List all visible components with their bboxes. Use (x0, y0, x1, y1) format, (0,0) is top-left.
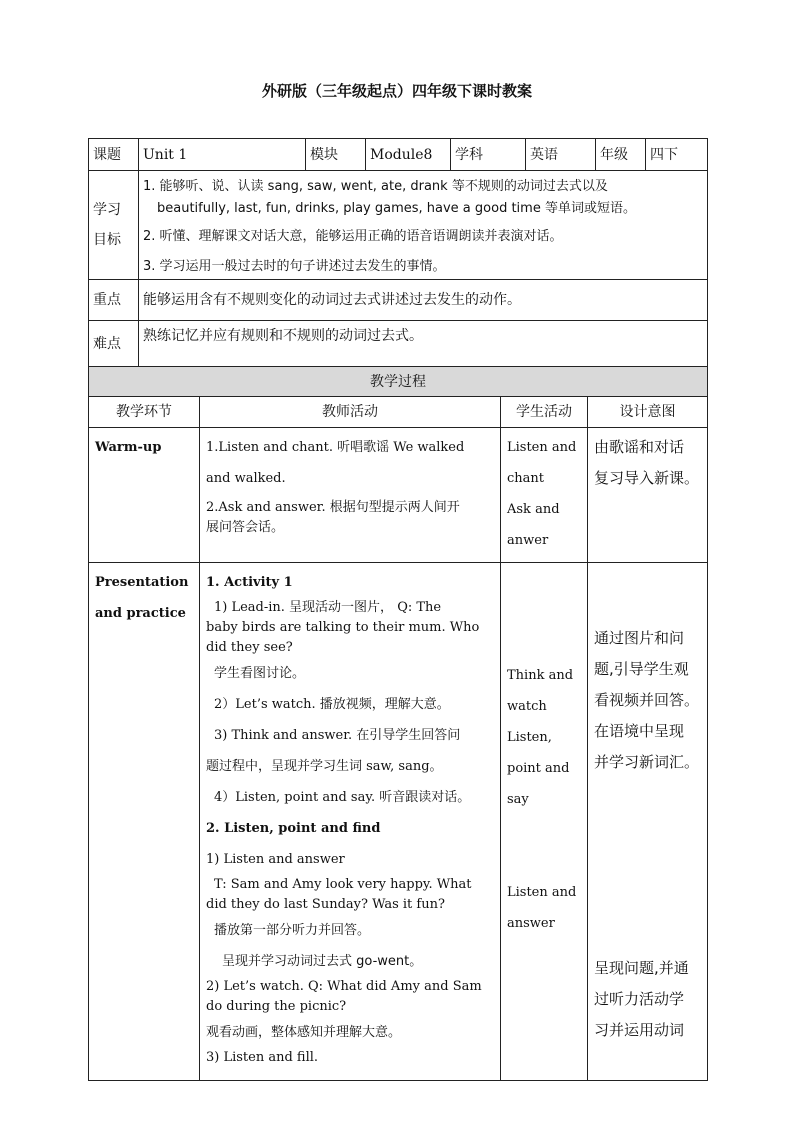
presentation-stage-line: Presentation (95, 575, 189, 590)
warmup-intent-line: 复习导入新课。 (594, 469, 700, 487)
student-line: say (507, 792, 529, 807)
warmup-teacher-line: 展问答会话。 (206, 520, 285, 535)
warmup-intent (588, 428, 708, 563)
teacher-line: 题过程中，呈现并学习生词 saw, sang。 (206, 759, 443, 774)
intent-spacer (594, 567, 701, 623)
lesson-info-table (88, 138, 708, 367)
teacher-line: baby birds are talking to their mum. Who (206, 620, 480, 635)
mokuai-value: Module8 (366, 139, 451, 171)
warmup-row (89, 428, 708, 563)
keti-label: 课题 (89, 139, 139, 171)
goal-item: beautifully, last, fun, drinks, play games, have a good time 等单词或短语。 (157, 201, 636, 216)
teaching-process-table (88, 366, 708, 1081)
mokuai-label: 模块 (306, 139, 366, 171)
intent-line: 习并运用动词 (594, 1021, 685, 1039)
teacher-line: 3) Think and answer. 在引导学生回答问 (214, 728, 461, 743)
student-spacer (507, 815, 581, 877)
key-point-value: 能够运用含有不规则变化的动词过去式讲述过去发生的动作。 (139, 280, 708, 321)
student-line: point and (507, 761, 570, 776)
difficult-point-label: 难点 (89, 321, 139, 367)
presentation-stage (89, 563, 200, 1081)
presentation-intent (588, 563, 708, 1081)
teacher-line: T: Sam and Amy look very happy. What (214, 877, 472, 892)
difficult-point-value: 熟练记忆并应有规则和不规则的动词过去式。 (139, 321, 708, 367)
presentation-teacher (200, 563, 501, 1081)
warmup-student-line: chant (507, 471, 545, 486)
header-teacher: 教师活动 (200, 397, 501, 428)
goals-label (89, 171, 139, 280)
xueke-label: 学科 (451, 139, 526, 171)
presentation-student (501, 563, 588, 1081)
presentation-stage-line: and practice (95, 606, 186, 621)
process-header-row (89, 397, 708, 428)
process-banner-row (89, 367, 708, 397)
activity-heading: 2. Listen, point and find (206, 821, 381, 836)
teacher-line: 观看动画，整体感知并理解大意。 (206, 1025, 402, 1040)
intent-spacer (594, 778, 701, 953)
goal-item: 3. 学习运用一般过去时的句子讲述过去发生的事情。 (143, 259, 446, 274)
goals-label-line-1: 学习 (93, 202, 121, 218)
teacher-line: 1) Listen and answer (206, 852, 345, 867)
warmup-intent-line: 由歌谣和对话 (594, 438, 685, 456)
xueke-value: 英语 (526, 139, 596, 171)
activity-heading: 1. Activity 1 (206, 575, 293, 590)
student-line: Listen, (507, 730, 552, 745)
teacher-line: 学生看图讨论。 (214, 666, 306, 681)
teacher-line: did they do last Sunday? Was it fun? (206, 897, 445, 912)
page-title: 外研版（三年级起点）四年级下课时教案 (261, 82, 532, 100)
goal-item: 2. 听懂、理解课文对话大意，能够运用正确的语音语调朗读并表演对话。 (143, 229, 563, 244)
key-point-row (89, 280, 708, 321)
warmup-teacher (200, 428, 501, 563)
intent-line: 看视频并回答。 (594, 691, 700, 709)
intent-line: 题,引导学生观 (594, 660, 689, 678)
header-intent: 设计意图 (588, 397, 708, 428)
teacher-line: 3) Listen and fill. (206, 1050, 319, 1065)
intent-line: 在语境中呈现 (594, 722, 685, 740)
warmup-teacher-line: 1.Listen and chant. 听唱歌谣 We walked (206, 440, 465, 455)
student-line: Think and (507, 668, 574, 683)
warmup-student-line: Ask and (507, 502, 560, 517)
warmup-student-line: anwer (507, 533, 549, 548)
teacher-line: 4）Listen, point and say. 听音跟读对话。 (214, 790, 471, 805)
student-line: watch (507, 699, 547, 714)
keti-value: Unit 1 (139, 139, 306, 171)
difficult-point-row (89, 321, 708, 367)
goals-row (89, 171, 708, 280)
student-line: answer (507, 916, 555, 931)
header-stage: 教学环节 (89, 397, 200, 428)
teacher-line: do during the picnic? (206, 999, 347, 1014)
student-line: Listen and (507, 885, 577, 900)
warmup-stage: Warm-up (89, 428, 200, 563)
intent-line: 呈现问题,并通 (594, 959, 689, 977)
teacher-line: 1) Lead-in. 呈现活动一图片， Q: The (214, 600, 442, 615)
teacher-line: 2) Let’s watch. Q: What did Amy and Sam (206, 979, 482, 994)
goals-content (139, 171, 708, 280)
header-student: 学生活动 (501, 397, 588, 428)
goal-item: 1. 能够听、说、认读 sang, saw, went, ate, drank 等不规则的动词过去式以及 (143, 179, 608, 194)
teacher-line: did they see? (206, 640, 293, 655)
warmup-teacher-line: 2.Ask and answer. 根据句型提示两人间开 (206, 500, 460, 515)
intent-line: 通过图片和问 (594, 629, 685, 647)
presentation-row (89, 563, 708, 1081)
process-banner: 教学过程 (89, 367, 708, 397)
student-spacer (507, 567, 581, 660)
teacher-line: 2）Let’s watch. 播放视频，理解大意。 (214, 697, 450, 712)
nianji-value: 四下 (646, 139, 708, 171)
teacher-line: 呈现并学习动词过去式 go-went。 (222, 954, 423, 969)
teacher-line: 播放第一部分听力并回答。 (214, 923, 371, 938)
warmup-student (501, 428, 588, 563)
key-point-label: 重点 (89, 280, 139, 321)
nianji-label: 年级 (596, 139, 646, 171)
intent-line: 并学习新词汇。 (594, 753, 700, 771)
warmup-student-line: Listen and (507, 440, 577, 455)
warmup-teacher-line: and walked. (206, 471, 286, 486)
goals-label-line-2: 目标 (93, 232, 121, 248)
info-header-row (89, 139, 708, 171)
intent-line: 过听力活动学 (594, 990, 685, 1008)
